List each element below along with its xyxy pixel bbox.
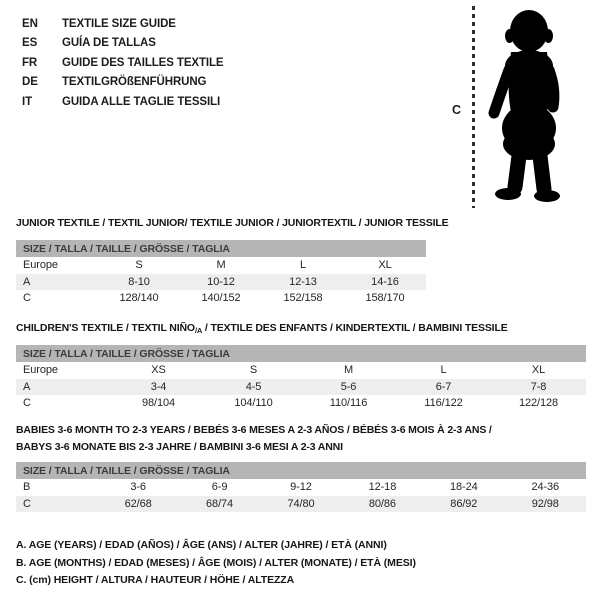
table-row-europe [16, 362, 586, 379]
table-cell: 6-9 [211, 481, 228, 494]
footnote-b: B. AGE (MONTHS) / EDAD (MESES) / ÂGE (MOIS) / ALTER (MONATE) / ETÀ (MESI) [16, 556, 416, 569]
footnote-a: A. AGE (YEARS) / EDAD (AÑOS) / ÂGE (ANS) / ALTER (JAHRE) / ETÀ (ANNI) [16, 539, 387, 551]
table-cell: 128/140 [119, 292, 159, 305]
babies-size-table [16, 462, 586, 512]
table-cell: 9-12 [290, 481, 312, 494]
babies-heading-line2: BABYS 3-6 MONATE BIS 2-3 JAHRE / BAMBINI 3-6 MESI A 2-3 ANNI [16, 440, 343, 453]
size-header-row [16, 462, 586, 479]
footnotes [16, 537, 416, 590]
table-row-age [16, 274, 426, 291]
table-cell: 104/110 [234, 397, 273, 410]
table-cell: L [299, 259, 307, 272]
table-cell: 86/92 [450, 497, 478, 510]
table-row-height [16, 395, 586, 412]
table-row-age [16, 379, 586, 396]
language-title: TEXTILE SIZE GUIDE [62, 17, 176, 30]
table-cell: 152/158 [283, 292, 323, 305]
table-cell: 3-4 [150, 380, 167, 393]
babies-section-heading [16, 422, 492, 455]
junior-size-table [16, 240, 426, 307]
children-heading-subscript: /A [194, 326, 203, 335]
language-code: ES [22, 37, 38, 50]
table-row-height [16, 496, 586, 513]
language-row-de [22, 73, 224, 93]
table-cell: 7-8 [530, 380, 547, 393]
baby-silhouette-icon [481, 6, 576, 208]
row-label: Europe [23, 364, 58, 377]
table-cell: 4-5 [245, 380, 262, 393]
language-row-es [22, 34, 224, 54]
size-header-row [16, 345, 586, 362]
row-label: C [23, 292, 31, 305]
size-header-bar: SIZE / TALLA / TAILLE / GRÖSSE / TAGLIA [16, 462, 586, 479]
table-cell: 6-7 [435, 380, 452, 393]
row-label: A [23, 380, 31, 393]
table-cell: 12-18 [368, 481, 397, 494]
language-code: FR [22, 56, 38, 69]
row-label: B [23, 481, 31, 494]
height-measure-line [472, 6, 475, 208]
children-section-heading [16, 322, 508, 335]
children-heading-text: / TEXTILE DES ENFANTS / KINDERTEXTIL / BAMBINI TESSILE [202, 322, 508, 334]
table-row-height [16, 290, 426, 307]
table-cell: M [343, 364, 354, 377]
language-code: DE [22, 76, 38, 89]
junior-section-heading: JUNIOR TEXTILE / TEXTIL JUNIOR/ TEXTILE JUNIOR / JUNIORTEXTIL / JUNIOR TESSILE [16, 217, 449, 229]
table-cell: 5-6 [340, 380, 357, 393]
table-cell: 68/74 [206, 497, 234, 510]
table-cell: XS [151, 364, 166, 377]
language-title: GUIDA ALLE TAGLIE TESSILI [62, 95, 221, 108]
table-cell: 116/122 [424, 397, 463, 410]
table-cell: 158/170 [365, 292, 405, 305]
language-title: GUIDE DES TAILLES TEXTILE [62, 56, 224, 69]
table-row-age-months [16, 479, 586, 496]
table-cell: S [135, 259, 143, 272]
row-label: Europe [23, 259, 58, 272]
row-label: A [23, 275, 31, 288]
table-cell: 74/80 [287, 497, 315, 510]
language-title: GUÍA DE TALLAS [62, 37, 156, 50]
table-cell: 92/98 [531, 497, 559, 510]
row-label: C [23, 397, 31, 410]
table-cell: 18-24 [450, 481, 478, 494]
language-row-fr [22, 53, 224, 73]
table-cell: 8-10 [128, 275, 150, 288]
language-code: EN [22, 17, 38, 30]
table-cell: L [440, 364, 447, 377]
table-cell: XL [378, 259, 392, 272]
table-cell: 12-13 [289, 275, 317, 288]
size-header-bar: SIZE / TALLA / TAILLE / GRÖSSE / TAGLIA [16, 345, 586, 362]
table-cell: S [249, 364, 258, 377]
table-cell: 24-36 [531, 481, 560, 494]
table-cell: 122/128 [518, 397, 559, 410]
table-cell: 62/68 [124, 497, 152, 510]
table-cell: 10-12 [207, 275, 235, 288]
size-header-bar: SIZE / TALLA / TAILLE / GRÖSSE / TAGLIA [16, 240, 426, 257]
table-cell: 3-6 [130, 481, 146, 494]
table-cell: 98/104 [141, 397, 176, 410]
footnote-c: C. (cm) HEIGHT / ALTURA / HAUTEUR / HÖHE / ALTEZZA [16, 574, 295, 586]
row-label: C [23, 497, 31, 510]
height-figure [440, 0, 600, 220]
table-cell: 140/152 [201, 292, 241, 305]
table-cell: 80/86 [368, 497, 396, 510]
children-size-table [16, 345, 586, 412]
language-title: TEXTILGRÖßENFÜHRUNG [62, 76, 207, 89]
height-label: C [452, 103, 462, 117]
table-cell: M [216, 259, 226, 272]
table-cell: 14-16 [371, 275, 399, 288]
table-row-europe [16, 257, 426, 274]
table-cell: XL [531, 364, 546, 377]
language-row-en [22, 14, 224, 34]
language-code: IT [22, 95, 33, 108]
size-header-row [16, 240, 426, 257]
table-cell: 110/116 [329, 397, 368, 410]
language-list [22, 14, 224, 112]
children-heading-text: CHILDREN'S TEXTILE / TEXTIL NIÑO [16, 322, 195, 334]
language-row-it [22, 92, 224, 112]
babies-heading-line1: BABIES 3-6 MONTH TO 2-3 YEARS / BEBÉS 3-6 MESES A 2-3 AÑOS / BÉBÉS 3-6 MOIS À 2-3 ANS / [16, 424, 492, 436]
